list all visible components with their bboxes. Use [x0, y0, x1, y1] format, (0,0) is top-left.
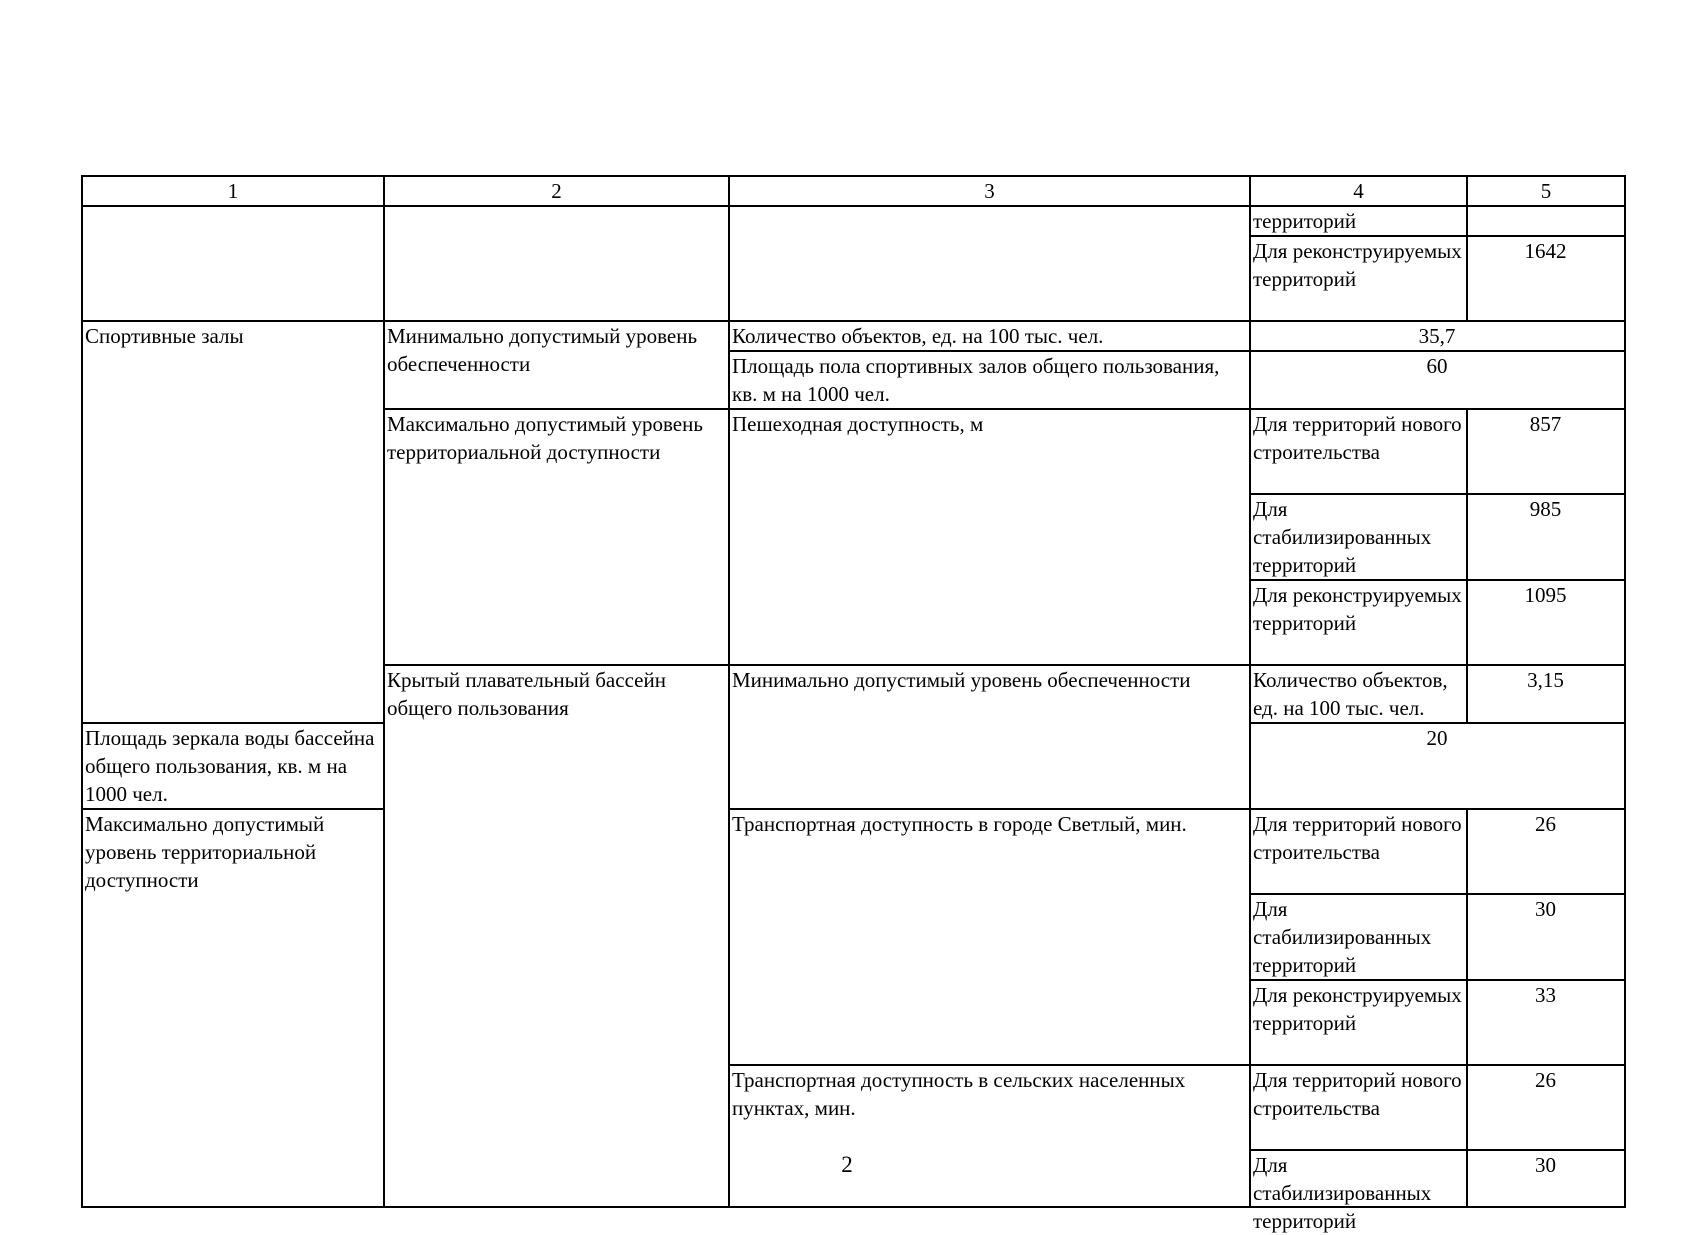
- header-col-5: 5: [1467, 176, 1625, 206]
- indicator-name: Площадь зеркала воды бассейна общего пользования, кв. м на 1000 чел.: [82, 723, 384, 809]
- value-cell: 26: [1467, 1065, 1625, 1150]
- cont-col-2: [384, 206, 729, 321]
- page-number: 2: [841, 1152, 853, 1177]
- territory-type-stabilized-text: Для стабилизированных территорий: [1253, 1153, 1432, 1233]
- value-cell: 1095: [1467, 580, 1625, 665]
- header-col-2: 2: [384, 176, 729, 206]
- value-cell: 30: [1467, 894, 1625, 980]
- value-cell: 35,7: [1250, 321, 1625, 351]
- cont-col-3: [729, 206, 1250, 321]
- value-cell: 30: [1467, 1150, 1625, 1207]
- level-type: Максимально допустимый уровень территориальной доступности: [82, 809, 384, 1207]
- indicator-name: Пешеходная доступность, м: [729, 409, 1250, 665]
- table-row: [82, 809, 1625, 894]
- level-type: Минимально допустимый уровень обеспеченности: [729, 665, 1250, 809]
- cont-col-1: [82, 206, 384, 321]
- territory-type-reconstructed: Для реконструируемых территорий: [1250, 580, 1467, 665]
- level-type: Минимально допустимый уровень обеспеченности: [384, 321, 729, 409]
- value-cell: 33: [1467, 980, 1625, 1065]
- cont-empty-value: [1467, 206, 1625, 236]
- territory-type-reconstructed: Для реконструируемых территорий: [1250, 980, 1467, 1065]
- territory-type-stabilized: Для стабилизированных территорий: [1250, 494, 1467, 580]
- territory-type-reconstructed: Для реконструируемых территорий: [1250, 236, 1467, 321]
- header-col-1: 1: [82, 176, 384, 206]
- value-cell: 20: [1250, 723, 1625, 809]
- norms-table: [81, 175, 1626, 1233]
- value-cell: 60: [1250, 351, 1625, 409]
- indicator-name: Количество объектов, ед. на 100 тыс. чел.: [1250, 665, 1467, 723]
- indicator-name: Площадь пола спортивных залов общего пользования, кв. м на 1000 чел.: [729, 351, 1250, 409]
- facility-name: Крытый плавательный бассейн общего пользования: [384, 665, 729, 1207]
- territory-type-new: Для территорий нового строительства: [1250, 809, 1467, 894]
- territory-type-new: Для территорий нового строительства: [1250, 1065, 1467, 1150]
- header-row: [82, 176, 1625, 206]
- facility-name: Спортивные залы: [82, 321, 384, 723]
- indicator-name: Транспортная доступность в сельских населенных пунктах, мин.: [729, 1065, 1250, 1207]
- value-cell: 985: [1467, 494, 1625, 580]
- value-cell: 3,15: [1467, 665, 1625, 723]
- territory-type-stabilized: Для стабилизированных территорий: [1250, 894, 1467, 980]
- indicator-name: Транспортная доступность в городе Светлый, мин.: [729, 809, 1250, 1065]
- table-row: [82, 321, 1625, 351]
- cont-territory-tail: территорий: [1250, 206, 1467, 236]
- header-col-3: 3: [729, 176, 1250, 206]
- indicator-name: Количество объектов, ед. на 100 тыс. чел.: [729, 321, 1250, 351]
- value-cell: 857: [1467, 409, 1625, 494]
- header-col-4: 4: [1250, 176, 1467, 206]
- territory-type-new: Для территорий нового строительства: [1250, 409, 1467, 494]
- value-cell: 1642: [1467, 236, 1625, 321]
- table-row: [82, 206, 1625, 236]
- level-type: Максимально допустимый уровень территориальной доступности: [384, 409, 729, 665]
- value-cell: 26: [1467, 809, 1625, 894]
